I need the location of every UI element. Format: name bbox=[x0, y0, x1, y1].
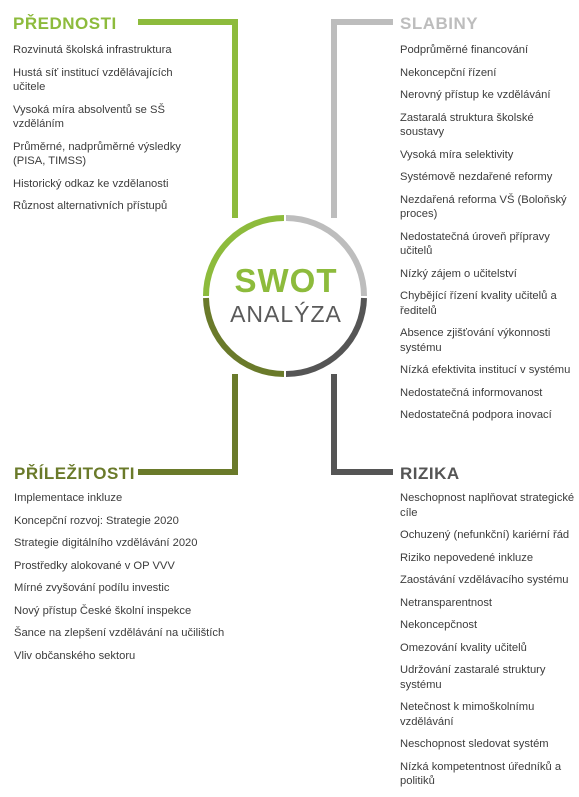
opportunities-heading: PŘÍLEŽITOSTI bbox=[14, 464, 135, 483]
list-item: Nedostatečná informovanost bbox=[400, 386, 543, 399]
list-item: Nový přístup České školní inspekce bbox=[14, 604, 192, 617]
list-item: Různost alternativních přístupů bbox=[13, 200, 168, 212]
list-item: Podprůměrné financování bbox=[400, 44, 529, 56]
strengths-list bbox=[13, 43, 203, 222]
list-item: Zaostávání vzdělávacího systému bbox=[400, 574, 569, 586]
list-item: Hustá síť institucí vzdělávajících učitele bbox=[13, 66, 173, 93]
weaknesses-connector bbox=[286, 22, 393, 296]
list-item: Mírné zvyšování podílu investic bbox=[14, 582, 170, 594]
list-item: Strategie digitálního vzdělávání 2020 bbox=[14, 537, 198, 549]
list-item: Vysoká míra selektivity bbox=[400, 148, 514, 161]
list-item: Neschopnost sledovat systém bbox=[400, 738, 549, 750]
list-item: Nízká kompetentnost úředníků a politiků bbox=[400, 760, 562, 787]
threats-heading: RIZIKA bbox=[400, 464, 460, 483]
list-item: Koncepční rozvoj: Strategie 2020 bbox=[14, 514, 179, 527]
threats-list bbox=[400, 491, 576, 797]
list-item: Neschopnost naplňovat strategické cíle bbox=[400, 492, 575, 519]
list-item: Rozvinutá školská infrastruktura bbox=[13, 44, 172, 56]
list-item: Nezdařená reforma VŠ (Boloňský proces) bbox=[400, 193, 567, 220]
list-item: Šance na zlepšení vzdělávání na učilištích bbox=[14, 627, 225, 639]
list-item: Netečnost k mimoškolnímu vzdělávání bbox=[400, 701, 535, 728]
list-item: Nedostatečná podpora inovací bbox=[400, 409, 552, 421]
list-item: Nízká efektivita institucí v systému bbox=[400, 364, 571, 376]
list-item: Absence zjišťování výkonnosti systému bbox=[400, 327, 551, 354]
list-item: Chybějící řízení kvality učitelů a ředitelů bbox=[400, 290, 557, 317]
list-item: Udržování zastaralé struktury systému bbox=[400, 664, 546, 691]
list-item: Nekoncepční řízení bbox=[400, 66, 497, 79]
list-item: Systémově nezdařené reformy bbox=[400, 171, 553, 183]
list-item: Nízký zájem o učitelství bbox=[400, 267, 517, 280]
center-title-analyza: ANALÝZA bbox=[230, 301, 342, 327]
center-title-swot: SWOT bbox=[234, 262, 338, 299]
list-item: Nekoncepčnost bbox=[400, 619, 478, 631]
list-item: Průměrné, nadprůměrné výsledky (PISA, TIMSS) bbox=[13, 140, 181, 167]
list-item: Ochuzený (nefunkční) kariérní řád bbox=[400, 529, 570, 541]
list-item: Implementace inkluze bbox=[14, 492, 123, 504]
list-item: Historický odkaz ke vzdělanosti bbox=[13, 177, 169, 190]
list-item: Vliv občanského sektoru bbox=[14, 649, 136, 662]
weaknesses-list bbox=[400, 43, 576, 431]
list-item: Vysoká míra absolventů se SŠ vzděláním bbox=[13, 103, 165, 130]
list-item: Netransparentnost bbox=[400, 596, 493, 609]
list-item: Zastaralá struktura školské soustavy bbox=[400, 111, 534, 138]
list-item: Nedostatečná úroveň přípravy učitelů bbox=[400, 230, 550, 257]
list-item: Nerovný přístup ke vzdělávání bbox=[400, 89, 551, 101]
list-item: Prostředky alokované v OP VVV bbox=[14, 559, 175, 572]
strengths-heading: PŘEDNOSTI bbox=[13, 14, 117, 33]
list-item: Riziko nepovedené inkluze bbox=[400, 551, 534, 564]
opportunities-list bbox=[14, 491, 244, 671]
list-item: Omezování kvality učitelů bbox=[400, 641, 527, 654]
weaknesses-heading: SLABINY bbox=[400, 14, 479, 33]
